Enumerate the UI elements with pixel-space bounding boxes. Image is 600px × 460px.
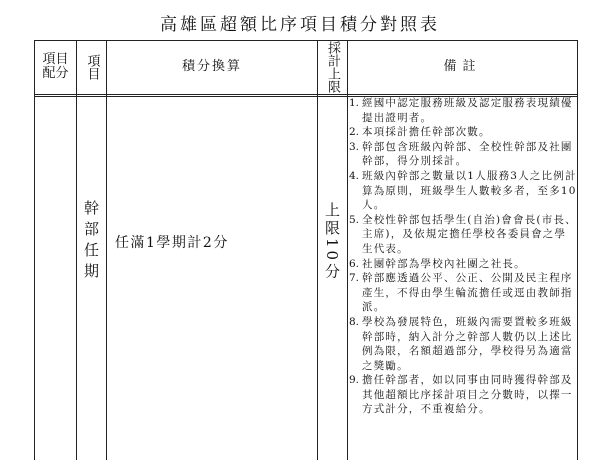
header-conversion-label: 積分換算 <box>181 59 242 74</box>
remark-item: 5. 全校性幹部包括學生(自治)會會長(市長、主席)，及依規定擔任學校各委員會之學生代表。 <box>349 213 577 255</box>
remark-item: 2. 本項採計擔任幹部次數。 <box>349 126 491 139</box>
row-item-label: 幹部任期 <box>82 200 100 284</box>
col-divider-4 <box>347 40 348 460</box>
score-table <box>34 40 578 460</box>
remarks-list <box>349 96 577 417</box>
header-bottom-border <box>34 94 578 95</box>
row-conversion-cell <box>107 97 317 387</box>
remark-item: 6. 社團幹部為學校內社團之社長。 <box>349 257 526 270</box>
header-item <box>77 40 106 94</box>
remark-item: 3. 幹部包含班級內幹部、全校性幹部及社團幹部，得分別採計。 <box>349 140 573 168</box>
row-cap-cell <box>318 97 347 387</box>
row-cap-value: 上限10分 <box>323 202 341 282</box>
header-cap <box>318 40 347 94</box>
row-conversion-value: 任滿1學期計2分 <box>115 235 229 251</box>
document-title: 高雄區超額比序項目積分對照表 <box>160 15 440 35</box>
remark-item: 8. 學校為發展特色，班級內需要置較多班級幹部時，納入計分之幹部人數仍以上述比例為限，名額超過部分，學校得另為適當之獎勵。 <box>349 315 573 372</box>
header-remarks <box>348 40 577 94</box>
remark-item: 4. 班級內幹部之數量以1人服務3人之比例計算為原則，班級學生人數較多者，至多10人。 <box>349 169 577 212</box>
header-category <box>35 40 76 94</box>
header-remarks-label: 備註 <box>443 59 482 74</box>
row-item-cell <box>77 97 106 387</box>
row-category-cell <box>35 97 76 460</box>
header-category-label: 項目配分 <box>42 52 69 81</box>
remark-item: 1. 經國中認定服務班級及認定服務表現績優提出證明者。 <box>349 97 573 124</box>
remark-item: 9. 擔任幹部者，如以同事由同時獲得幹部及其他超額比序採計項目之分數時，以擇一方式計分，不重複給分。 <box>349 374 573 416</box>
remark-item: 7. 幹部應透過公平、公正、公開及民主程序產生，不得由學生輪流擔任或逕由教師指派。 <box>349 272 573 314</box>
header-item-label: 項目 <box>84 54 100 80</box>
header-cap-label: 採計上限 <box>325 41 340 93</box>
header-conversion <box>107 40 317 94</box>
table-right-border <box>577 40 578 460</box>
